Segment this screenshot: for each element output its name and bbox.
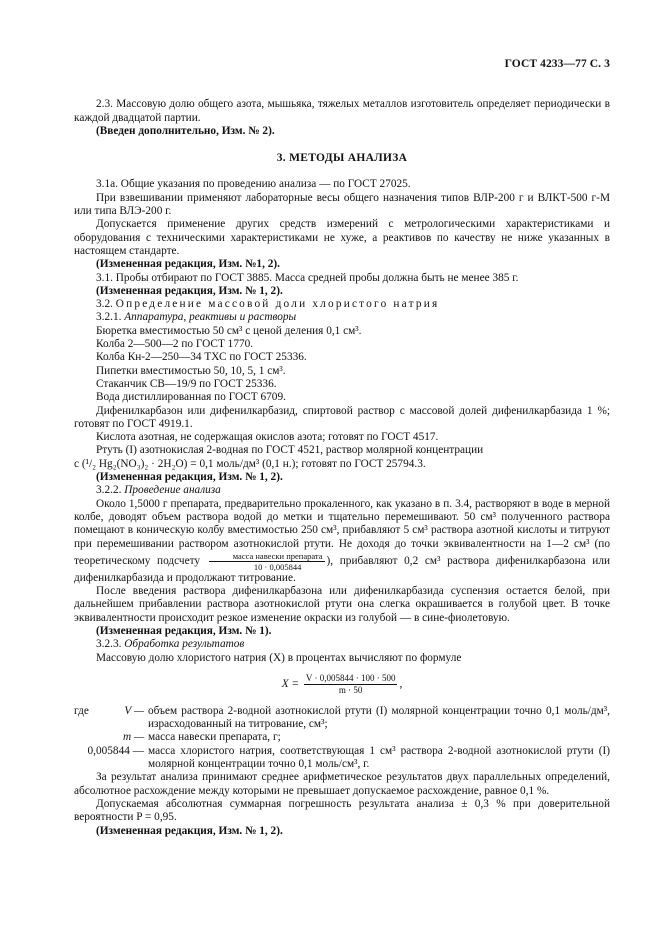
- inline-fraction: [209, 551, 325, 572]
- definitions: [74, 705, 610, 771]
- clause-number: 3.2.1.: [96, 311, 122, 324]
- clause-number: 3.2.2.: [96, 484, 122, 497]
- definition-text: масса хлористого натрия, соответствующая 1 см³ раствора 2-водной азотнокислой ртути (I) молярной концентрации точно 0,1 моль/см³, г.: [148, 744, 610, 771]
- procedure-text: Около 1,5000 г препарата, предварительно прокаленного, как указано в п. 3.4, растворяют в воде в мерной колбе, доводят объем раствора водой до метки и тщательно перемешивают. 50 см³ полученного раствора помещают в коническую колбу вместимостью 250 см³, прибавляют 5 см³ раствора азотной кислоты и титруют при перемешивании раствором азотнокислой ртути. Не доходя до точки эквивалентности на 1—2 см³ (по теоретическому подсчету: [74, 497, 610, 567]
- definition-text: объем раствора 2-водной азотнокислой ртути (I) молярной концентрации точно 0,1 моль/дм³, израсходованный на титрование, см³;: [148, 704, 610, 731]
- formula-lhs: X =: [281, 677, 300, 690]
- paragraph-3-2-2: [74, 484, 610, 497]
- formula-fraction: [304, 673, 398, 696]
- fraction-numerator: масса навески препарата: [209, 551, 325, 562]
- definition-text: масса навески препарата, г;: [148, 731, 281, 744]
- paragraph-3-2-1: [74, 311, 610, 324]
- list-item-flask: Колба 2—500—2 по ГОСТ 1770.: [96, 338, 254, 351]
- where-label: где: [74, 704, 89, 717]
- formula-numerator: V · 0,005844 · 100 · 500: [305, 672, 396, 683]
- clause-title: Проведение анализа: [124, 484, 221, 497]
- amendment-note: (Измененная редакция, Изм. №1, 2).: [96, 258, 280, 271]
- formula-end: ,: [399, 677, 403, 690]
- clause-title: Обработка результатов: [124, 638, 245, 651]
- paragraph-2-3: 2.3. Массовую долю общего азота, мышьяка, тяжелых металлов изготовитель определяет периодически в каждой двадцатой партии.: [74, 98, 610, 124]
- paragraph-other-instruments: Допускается применение других средств измерений с метрологическими характеристиками и оборудования с техническими характеристиками не хуже, а реактивов по качеству не ниже указанных в настоящем стандарте.: [74, 218, 610, 257]
- list-item-beaker: Стаканчик СВ—19/9 по ГОСТ 25336.: [96, 377, 277, 390]
- fraction-denominator: 10 · 0,005844: [253, 561, 302, 572]
- clause-number: 3.2.: [96, 298, 113, 311]
- clause-title: Определение массовой доли хлористого натрия: [115, 298, 440, 311]
- document-page: [74, 58, 610, 838]
- definition-symbol: m —: [122, 731, 144, 744]
- definition-row: [74, 705, 610, 732]
- amendment-note: (Измененная редакция, Изм. № 1, 2).: [96, 471, 283, 484]
- procedure-paragraph: После введения раствора дифенилкарбазона или дифенилкарбазида суспензия остается белой, при дальнейшем прибавлении раствора азотнокислой ртути она слегка окрашивается в голубой цвет. В точке эквивалентности происходит резкое изменение окраски из голубой — в сине-фиолетовую.: [74, 585, 610, 624]
- result-paragraph: За результат анализа принимают среднее арифметическое результатов двух параллельных определений, абсолютное расхождение между которыми не превышает допускаемое расхождение, равное 0,1 %.: [74, 771, 610, 797]
- definition-row: [74, 731, 610, 744]
- procedure-text-end: ), прибавляют 0,2 см³ раствора дифенилкарбазона или дифенилкарбазида и продолжают титрование.: [74, 554, 611, 584]
- definition-symbol: 0,005844 —: [87, 744, 144, 757]
- list-item-diphenylcarbazone: Дифенилкарбазон или дифенилкарбазид, спиртовой раствор с массовой долей дифенилкарбазида 1 %; готовят по ГОСТ 4919.1.: [74, 404, 610, 430]
- list-item-burette: Бюретка вместимостью 50 см³ с ценой деления 0,1 см³.: [96, 324, 362, 337]
- amendment-note: (Измененная редакция, Изм. № 1).: [96, 624, 272, 637]
- page-header: ГОСТ 4233—77 С. 3: [504, 58, 610, 70]
- paragraph-3-2: [74, 298, 610, 311]
- amendment-note: (Измененная редакция, Изм. № 1, 2).: [96, 824, 283, 837]
- list-item-flask: Колба Кн-2—250—34 ТХС по ГОСТ 25336.: [96, 351, 307, 364]
- list-item-nitric-acid: Кислота азотная, не содержащая окислов азота; готовят по ГОСТ 4517.: [96, 431, 439, 444]
- definition-row: [74, 745, 610, 772]
- clause-title: Аппаратура, реактивы и растворы: [124, 311, 297, 324]
- list-item-mercury-nitrate-cont: с (¹/₂ Hg₂(NO₃)₂ · 2H₂O) = 0,1 моль/дм³ (0,1 н.); готовят по ГОСТ 25794.3.: [74, 457, 426, 470]
- list-item-water: Вода дистиллированная по ГОСТ 6709.: [96, 391, 286, 404]
- formula: [74, 673, 610, 696]
- error-paragraph: Допускаемая абсолютная суммарная погрешность результата анализа ± 0,3 % при доверительной вероятности P = 0,95.: [74, 797, 610, 824]
- calculation-intro: Массовую долю хлористого натрия (X) в процентах вычисляют по формуле: [96, 651, 462, 664]
- paragraph-3-1: 3.1. Пробы отбирают по ГОСТ 3885. Масса средней пробы должна быть не менее 385 г.: [96, 271, 519, 284]
- formula-denominator: m · 50: [338, 684, 363, 695]
- section-title: 3. МЕТОДЫ АНАЛИЗА: [276, 152, 408, 165]
- list-item-pipettes: Пипетки вместимостью 50, 10, 5, 1 см³.: [96, 364, 286, 377]
- clause-number: 3.2.3.: [96, 638, 122, 651]
- paragraph-3-2-3: [74, 638, 610, 651]
- amendment-note: (Введен дополнительно, Изм. № 2).: [96, 124, 275, 137]
- paragraph-weighing: При взвешивании применяют лабораторные весы общего назначения типов ВЛР-200 г и ВЛКТ-500 г-М или типа ВЛЭ-200 г.: [74, 191, 610, 218]
- definition-key: [74, 705, 148, 732]
- definition-symbol: V —: [124, 704, 144, 717]
- paragraph-3-1a: 3.1а. Общие указания по проведению анализа — по ГОСТ 27025.: [96, 178, 411, 191]
- procedure-paragraph: [74, 498, 610, 585]
- list-item-mercury-nitrate: Ртуть (I) азотнокислая 2-водная по ГОСТ 4521, раствор молярной концентрации: [96, 444, 484, 457]
- amendment-note: (Измененная редакция, Изм. № 1, 2).: [96, 284, 283, 297]
